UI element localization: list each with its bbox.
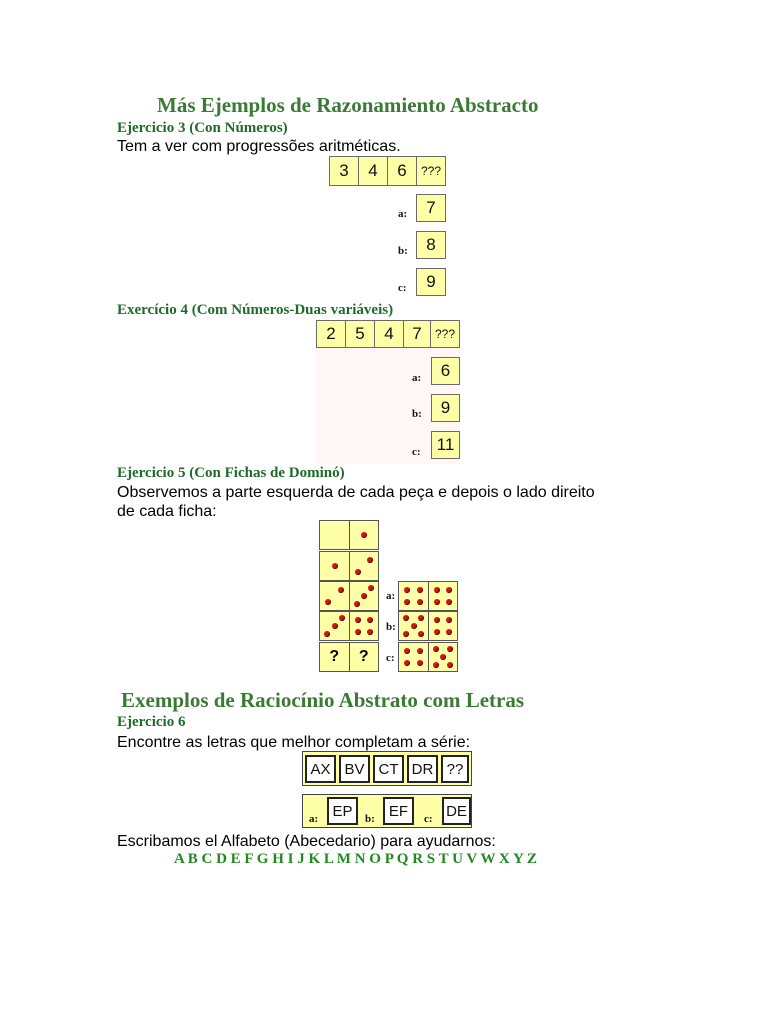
page-title: Más Ejemplos de Razonamiento Abstracto	[157, 93, 539, 117]
sequence-cell: 6	[387, 156, 417, 186]
domino-pip	[367, 557, 373, 563]
domino-option-a[interactable]	[398, 581, 458, 611]
domino-half	[320, 521, 349, 549]
domino-pip	[361, 593, 367, 599]
domino-option-c[interactable]	[398, 642, 458, 672]
option-label: b:	[412, 408, 422, 420]
domino-half	[399, 612, 428, 640]
domino-half	[399, 643, 428, 671]
domino-half	[320, 552, 349, 580]
section-title-letters: Exemplos de Raciocínio Abstrato com Letras	[121, 688, 525, 712]
domino-half	[349, 582, 379, 610]
option-label: c:	[424, 813, 433, 825]
domino-pip	[446, 599, 452, 605]
domino-pip	[446, 629, 452, 635]
option-label: a:	[309, 813, 319, 825]
domino-pip	[324, 631, 330, 637]
option-a-cell[interactable]: 7	[416, 194, 446, 222]
domino-tile	[319, 520, 379, 550]
sequence-cell: 2	[316, 320, 346, 348]
option-label: a:	[386, 590, 396, 602]
domino-pip	[434, 629, 440, 635]
domino-pip	[411, 623, 417, 629]
exercise-5-heading: Ejercicio 5 (Con Fichas de Dominó)	[117, 465, 345, 481]
domino-pip	[361, 532, 367, 538]
domino-pip	[339, 615, 345, 621]
domino-pip	[417, 660, 423, 666]
option-label: b:	[398, 245, 408, 257]
domino-half	[320, 612, 349, 640]
letter-pair-box: DR	[407, 755, 438, 783]
domino-half	[349, 643, 379, 671]
domino-half	[399, 582, 428, 610]
domino-pip	[404, 660, 410, 666]
alphabet-intro: Escribamos el Alfabeto (Abecedario) para ayudarnos:	[117, 833, 496, 850]
domino-half	[320, 582, 349, 610]
option-b-cell[interactable]: 8	[416, 231, 446, 259]
domino-pip	[447, 646, 453, 652]
sequence-cell-unknown: ???	[430, 320, 460, 348]
question-mark: ?	[358, 648, 369, 665]
option-label: a:	[398, 208, 408, 220]
domino-half	[428, 612, 458, 640]
domino-pip	[417, 599, 423, 605]
domino-pip	[404, 587, 410, 593]
domino-tile	[319, 551, 379, 581]
alphabet: A B C D E F G H I J K L M N O P Q R S T U V W X Y Z	[174, 851, 537, 867]
sequence-cell-unknown: ???	[416, 156, 446, 186]
domino-pip	[338, 587, 344, 593]
domino-pip	[332, 563, 338, 569]
domino-pip	[434, 587, 440, 593]
domino-pip	[417, 587, 423, 593]
domino-pip	[417, 648, 423, 654]
domino-pip	[418, 631, 424, 637]
sequence-cell: 3	[329, 156, 359, 186]
domino-pip	[440, 654, 446, 660]
domino-pip	[367, 629, 373, 635]
letter-pair-box: AX	[305, 755, 336, 783]
domino-pip	[355, 629, 361, 635]
domino-pip	[418, 615, 424, 621]
sequence-cell: 4	[374, 320, 404, 348]
option-c-cell[interactable]: 11	[431, 431, 460, 459]
domino-pip	[434, 617, 440, 623]
option-a-box[interactable]: EP	[327, 797, 358, 825]
domino-pip	[446, 617, 452, 623]
sequence-cell: 5	[345, 320, 375, 348]
domino-tile-unknown	[319, 642, 379, 672]
option-a-cell[interactable]: 6	[431, 357, 460, 385]
option-c-box[interactable]: DE	[442, 797, 471, 825]
option-b-box[interactable]: EF	[383, 797, 414, 825]
domino-pip	[447, 662, 453, 668]
option-label: b:	[386, 621, 396, 633]
domino-pip	[367, 617, 373, 623]
option-label: a:	[412, 372, 422, 384]
exercise-6-text: Encontre as letras que melhor completam a série:	[117, 734, 471, 751]
domino-half	[428, 643, 458, 671]
exercise-5-text-line-1: Observemos a parte esquerda de cada peça e depois o lado direito	[117, 484, 595, 501]
domino-pip	[355, 569, 361, 575]
option-label: b:	[365, 813, 375, 825]
exercise-5-text-line-2: de cada ficha:	[117, 503, 217, 520]
domino-pip	[446, 587, 452, 593]
domino-pip	[332, 623, 338, 629]
domino-half	[349, 612, 379, 640]
domino-option-b[interactable]	[398, 611, 458, 641]
option-label: c:	[398, 282, 407, 294]
sequence-cell: 4	[358, 156, 388, 186]
exercise-3-heading: Ejercicio 3 (Con Números)	[117, 120, 288, 136]
domino-pip	[403, 615, 409, 621]
domino-half	[349, 521, 379, 549]
domino-half	[320, 643, 349, 671]
option-b-cell[interactable]: 9	[431, 394, 460, 422]
option-label: c:	[412, 446, 421, 458]
domino-tile	[319, 581, 379, 611]
domino-pip	[355, 617, 361, 623]
domino-pip	[433, 662, 439, 668]
domino-pip	[354, 601, 360, 607]
domino-pip	[404, 648, 410, 654]
domino-pip	[368, 585, 374, 591]
domino-pip	[403, 631, 409, 637]
domino-pip	[433, 646, 439, 652]
question-mark: ?	[329, 648, 340, 665]
option-label: c:	[386, 652, 395, 664]
exercise-3-text: Tem a ver com progressões aritméticas.	[117, 138, 401, 155]
sequence-cell: 7	[403, 320, 431, 348]
domino-pip	[325, 599, 331, 605]
letter-pair-box: BV	[339, 755, 370, 783]
exercise-4-heading: Exercício 4 (Com Números-Duas variáveis)	[117, 302, 394, 318]
domino-pip	[434, 599, 440, 605]
domino-half	[349, 552, 379, 580]
exercise-6-heading: Ejercicio 6	[117, 714, 186, 730]
domino-half	[428, 582, 458, 610]
option-c-cell[interactable]: 9	[416, 268, 446, 296]
letter-pair-box: CT	[373, 755, 404, 783]
domino-tile	[319, 611, 379, 641]
domino-pip	[404, 599, 410, 605]
letter-pair-box-unknown: ??	[441, 755, 469, 783]
